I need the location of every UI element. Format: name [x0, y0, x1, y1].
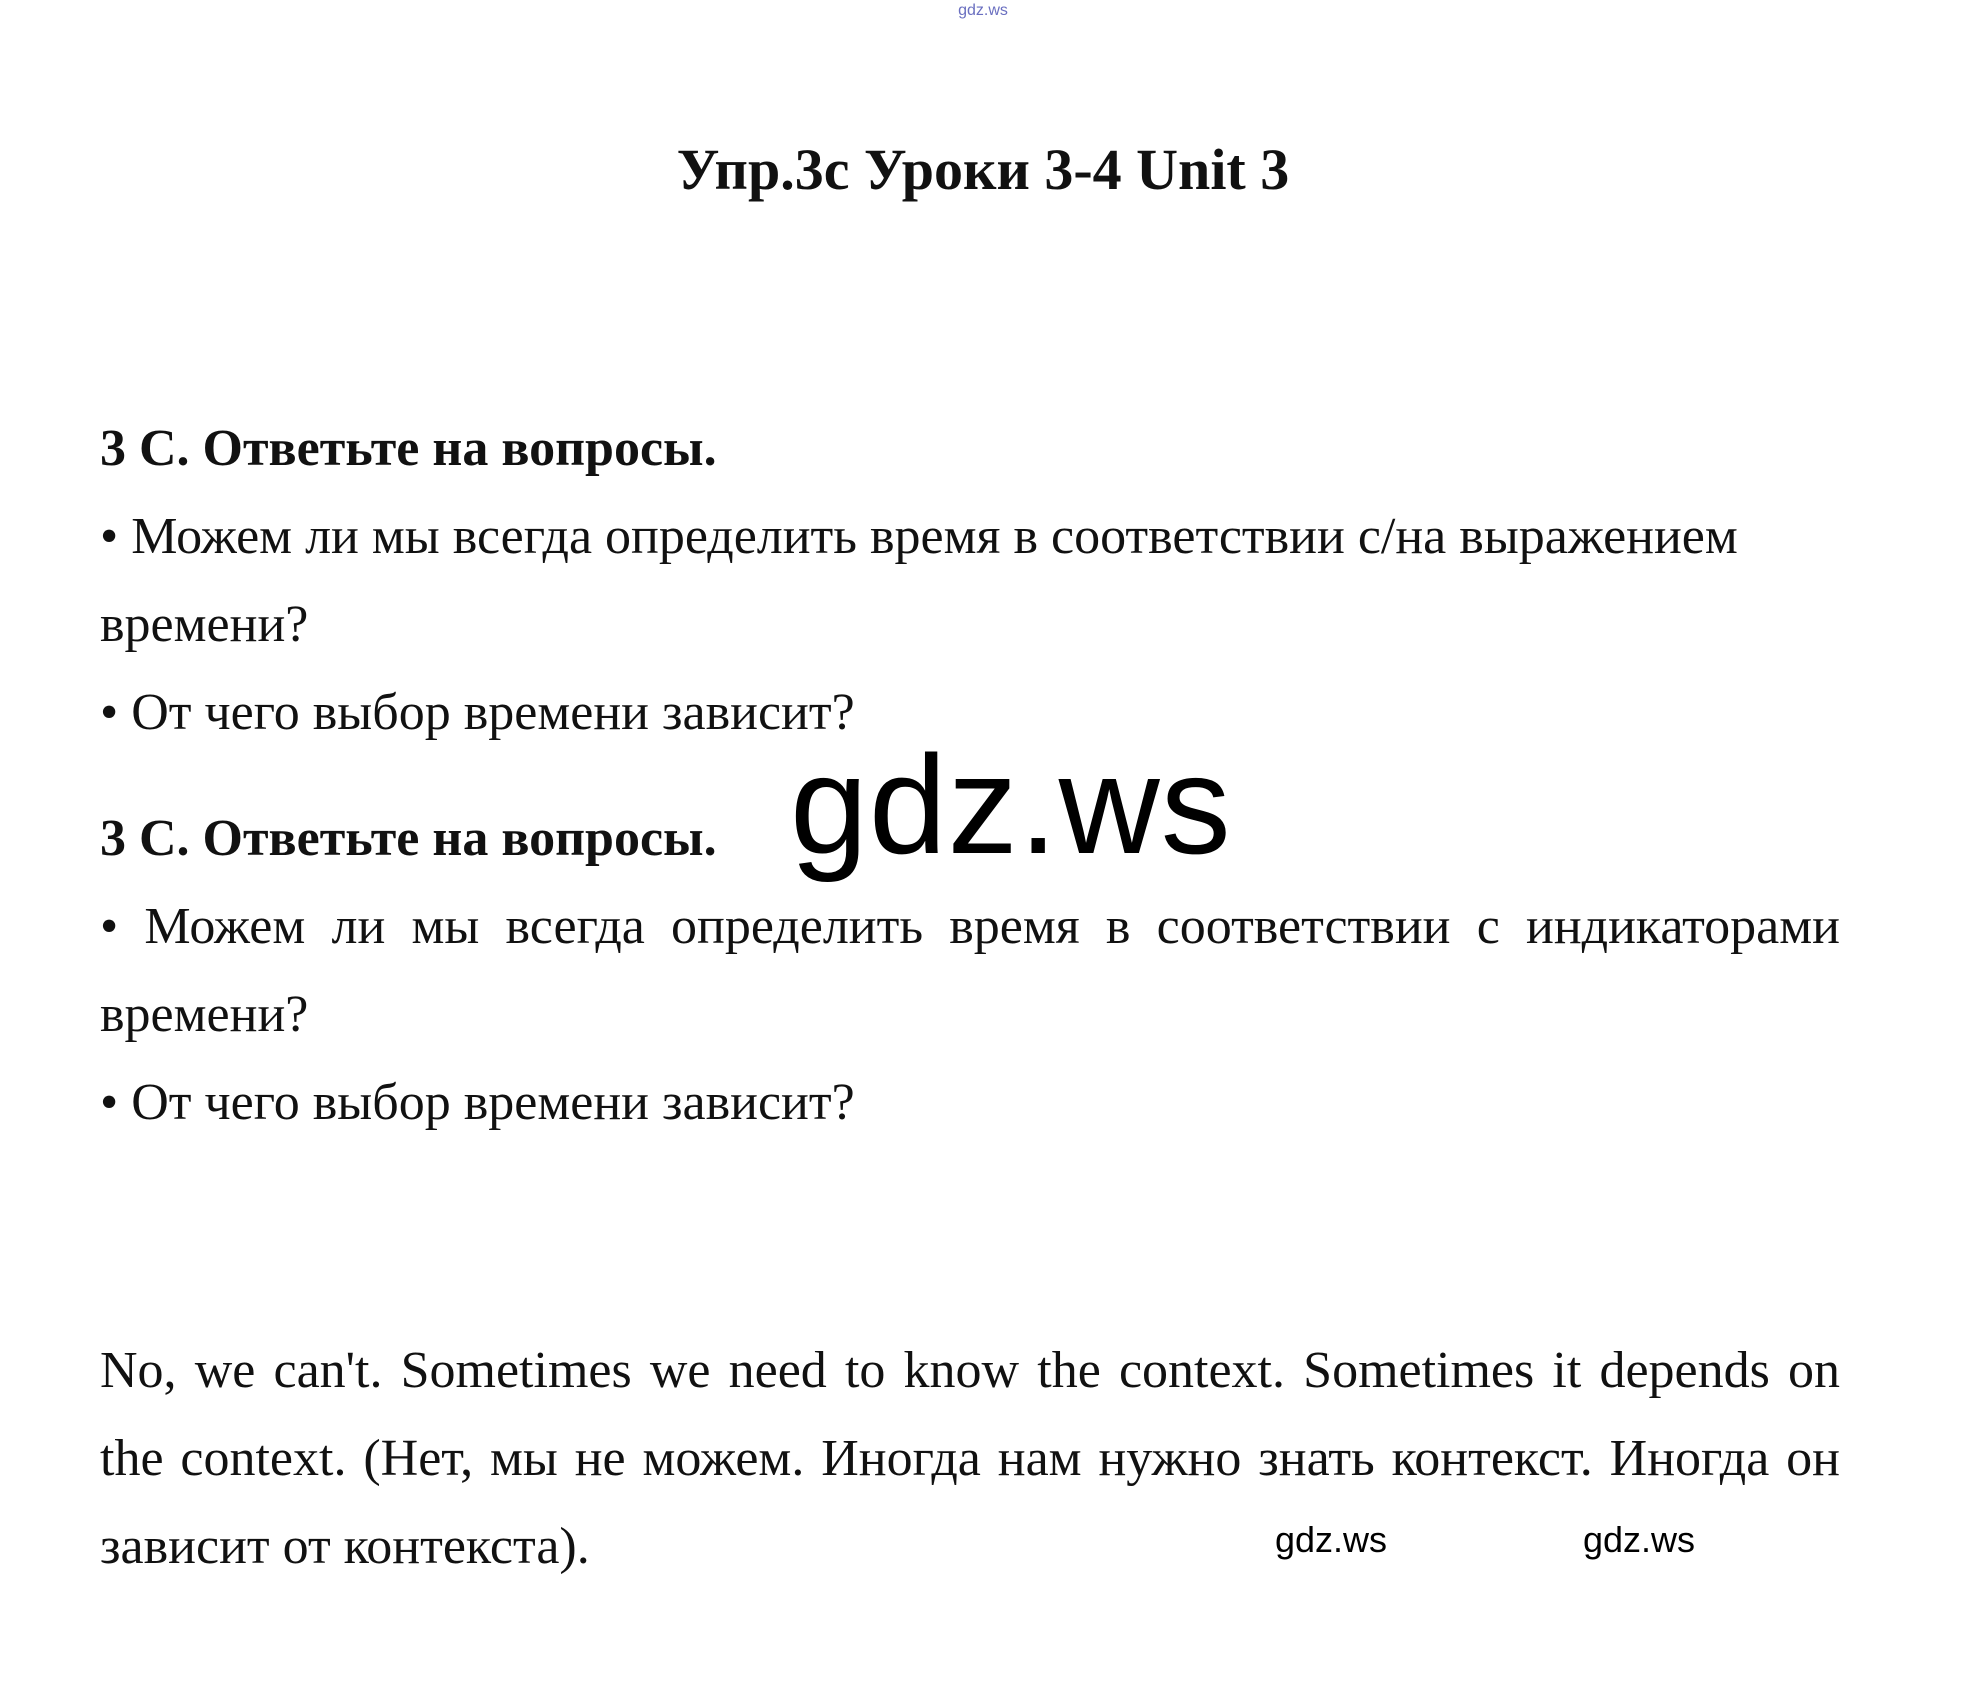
page-title: Упр.3с Уроки 3-4 Unit 3 [676, 137, 1290, 202]
question-2: • От чего выбор времени зависит? [100, 1074, 855, 1131]
section-heading: 3 C. Ответьте на вопросы. [100, 810, 717, 867]
question-1: • Можем ли мы всегда определить время в соответствии с индикаторами времени? [100, 898, 1840, 1043]
answer-text: No, we can't. Sometimes we need to know the context. Sometimes it depends on the context. (Нет, мы не можем. Иногда нам нужно знать контекст. Иногда он зависит от контекста). [100, 1342, 1840, 1575]
questions-section-2 [100, 795, 1840, 1147]
section-heading: 3 C. Ответьте на вопросы. [100, 420, 717, 477]
question-2: • От чего выбор времени зависит? [100, 684, 855, 741]
watermark-top: gdz.ws [958, 2, 1008, 19]
question-1: • Можем ли мы всегда определить время в соответствии с/на выражением времени? [100, 508, 1738, 653]
questions-section-1 [100, 405, 1840, 757]
watermark-large: gdz.ws [790, 726, 1232, 883]
watermark-small-2: gdz.ws [1583, 1519, 1696, 1560]
watermark-small-1: gdz.ws [1275, 1519, 1388, 1560]
